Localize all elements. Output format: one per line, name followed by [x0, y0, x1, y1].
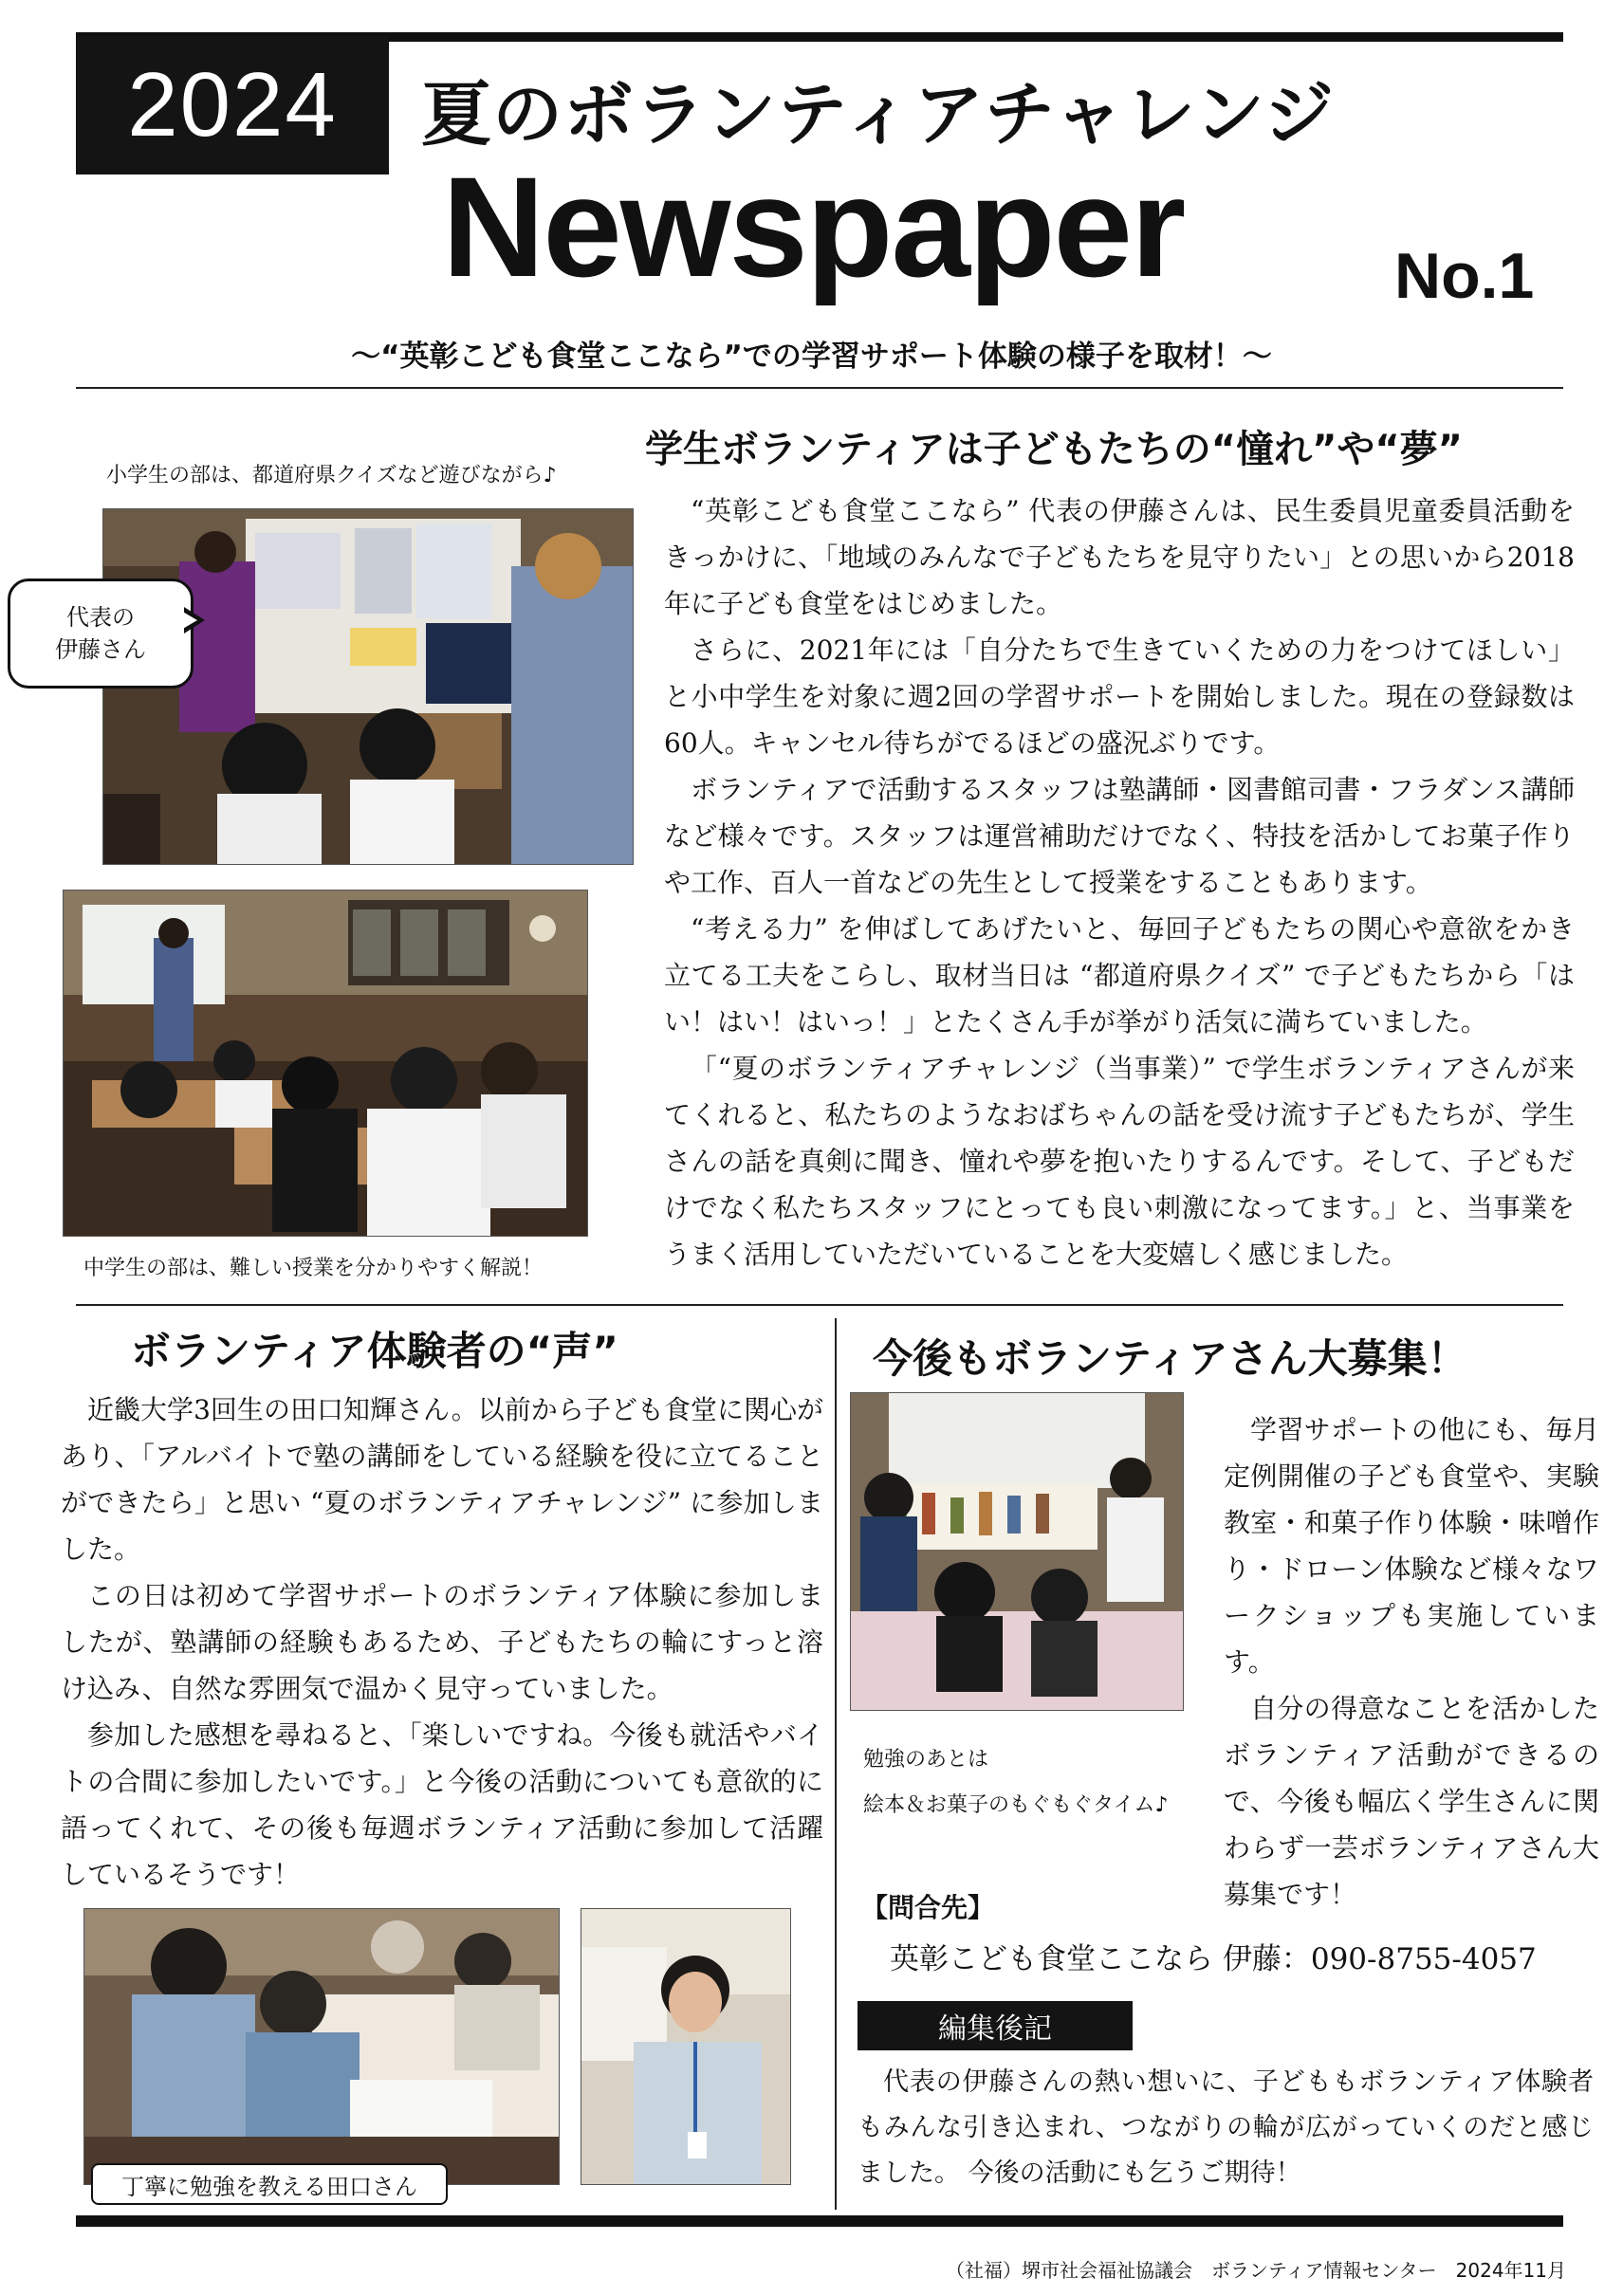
footer-rule: [76, 2215, 1563, 2227]
tutoring-photo-caption: 丁寧に勉強を教える田口さん: [91, 2163, 448, 2205]
speech-bubble-tail-inner: [181, 611, 197, 630]
editor-note-heading: 編集後記: [938, 2012, 1052, 2046]
section-divider: [76, 1304, 1563, 1306]
photo-elementary-class: [102, 508, 634, 865]
photo-snack-time: [850, 1392, 1184, 1711]
main-paragraph-2: さらに、2021年には「自分たちで生きていくための力をつけてほしい」と小中学生を対象に週2回の学習サポートを開始しました。現在の登録数は60人。キャンセル待ちがでるほどの盛況ぶりです。: [664, 634, 1575, 759]
year-text: 2024: [127, 54, 338, 156]
footer-credit: （社福）堺市社会福祉協議会 ボランティア情報センター 2024年11月: [946, 2259, 1566, 2282]
subtitle: ～“英彰こども食堂ここなら”での学習サポート体験の様子を取材！～: [351, 340, 1272, 374]
voice-article-body: [61, 1387, 823, 1898]
editor-note-text: 代表の伊藤さんの熱い想いに、子どももボランティア体験者もみんな引き込まれ、つながりの輪が広がっていくのだと感じました。 今後の活動にも乞うご期待！: [858, 2067, 1594, 2188]
contact-label: 【問合先】: [861, 1892, 995, 1923]
speech-bubble-representative: 代表の 伊藤さん: [8, 579, 194, 689]
photo-caption-junior-high: 中学生の部は、難しい授業を分かりやすく解説！: [83, 1257, 544, 1280]
voice-article-heading: ボランティア体験者の“声”: [131, 1328, 618, 1374]
newspaper-title: Newspaper: [442, 147, 1185, 306]
editor-note-banner: [858, 2001, 1133, 2050]
main-paragraph-4: “考える力” を伸ばしてあげたいと、毎回子どもたちの関心や意欲をかき立てる工夫をこらし、取材当日は “都道府県クイズ” で子どもたちから「はい！はい！はいっ！」とたくさん手が挙がり活気に満ちていました。: [664, 913, 1575, 1038]
main-article-heading: 学生ボランティアは子どもたちの“憧れ”や“夢”: [645, 428, 1463, 471]
voice-paragraph-2: この日は初めて学習サポートのボランティア体験に参加しましたが、塾講師の経験もあるため、子どもたちの輪にすっと溶け込み、自然な雰囲気で温かく見守っていました。: [61, 1580, 823, 1704]
contact-info: 英彰こども食堂ここなら 伊藤：090-8755-4057: [890, 1942, 1537, 1976]
year-badge: [76, 36, 389, 174]
issue-number: No.1: [1394, 240, 1535, 312]
recruit-paragraph-1: 学習サポートの他にも、毎月定例開催の子ども食堂や、実験教室・和菓子作り体験・味噌作り・ドローン体験など様々なワークショップも実施しています。: [1224, 1414, 1599, 1678]
photo-junior-high-class: [63, 890, 588, 1237]
main-article-body: [664, 487, 1575, 1277]
photo-taguchi-portrait: [581, 1908, 791, 2185]
column-divider: [835, 1318, 837, 2210]
snack-photo-caption-2: 絵本＆お菓子のもぐもぐタイム♪: [863, 1793, 1169, 1817]
main-paragraph-3: ボランティアで活動するスタッフは塾講師・図書館司書・フラダンス講師など様々です。スタッフは運営補助だけでなく、特技を活かしてお菓子作りや工作、百人一首などの先生として授業をすることもあります。: [664, 774, 1575, 898]
snack-photo-caption-1: 勉強のあとは: [863, 1748, 989, 1772]
main-paragraph-5: 「“夏のボランティアチャレンジ（当事業）” で学生ボランティアさんが来てくれると、私たちのようなおばちゃんの話を受け流す子どもたちが、学生さんの話を真剣に聞き、憧れや夢を抱いたりするんです。そして、子どもだけでなく私たちスタッフにとっても良い刺激になってます。」と、当事業をうまく活用していただいていることを大変嬉しく感じました。: [664, 1053, 1575, 1270]
photo-caption-elementary: 小学生の部は、都道府県クイズなど遊びながら♪: [106, 464, 557, 487]
recruit-paragraph-2: 自分の得意なことを活かしたボランティア活動ができるので、今後も幅広く学生さんに関わらず一芸ボランティアさん大募集です！: [1224, 1693, 1599, 1910]
masthead-bottom-rule: [76, 387, 1563, 389]
voice-paragraph-3: 参加した感想を尋ねると、「楽しいですね。今後も就活やバイトの合間に参加したいです。」と今後の活動についても意欲的に語ってくれて、その後も毎週ボランティア活動に参加して活躍しているそうです！: [61, 1719, 823, 1890]
recruit-article-body: [1224, 1406, 1599, 1918]
main-paragraph-1: “英彰こども食堂ここなら” 代表の伊藤さんは、民生委員児童委員活動をきっかけに、「地域のみんなで子どもたちを見守りたい」との思いから2018年に子ども食堂をはじめました。: [664, 495, 1575, 619]
recruit-article-heading: 今後もボランティアさん大募集！: [873, 1335, 1467, 1382]
photo-tutoring: [83, 1908, 560, 2185]
series-title: 夏のボランティアチャレンジ: [421, 74, 1336, 156]
voice-paragraph-1: 近畿大学3回生の田口知輝さん。以前から子ども食堂に関心があり、「アルバイトで塾の講師をしている経験を役に立てることができたら」と思い “夏のボランティアチャレンジ” に参加しました。: [61, 1394, 823, 1565]
editor-note-body: [858, 2060, 1594, 2196]
